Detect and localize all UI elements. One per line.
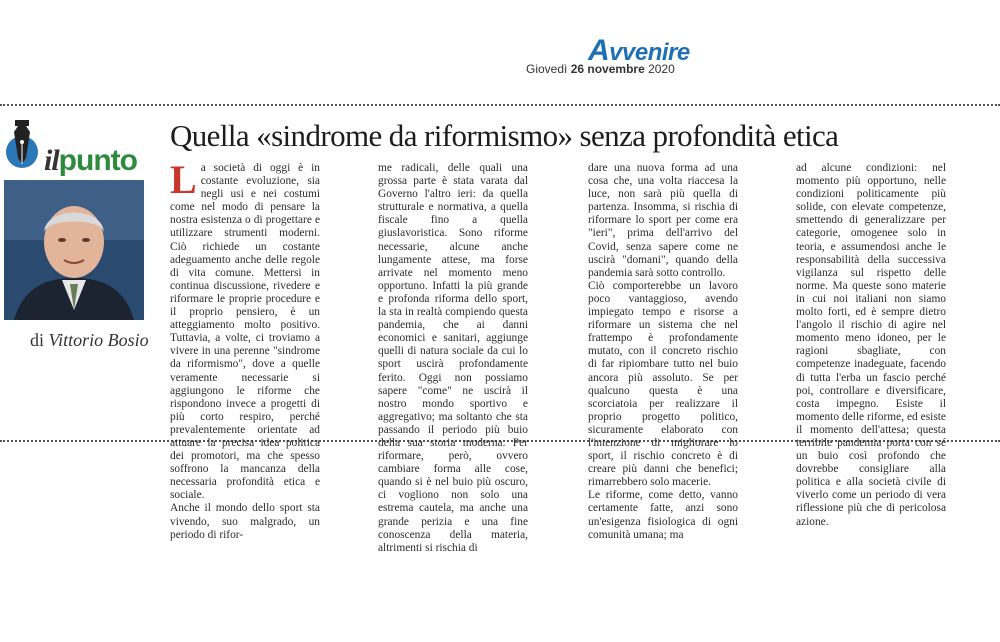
date-suffix: 2020 (644, 62, 675, 76)
date-prefix: Giovedì (526, 62, 571, 76)
article-column-2 (378, 162, 528, 555)
masthead (526, 34, 710, 79)
byline (30, 330, 149, 351)
byline-author: Vittorio Bosio (48, 330, 149, 350)
article-body (170, 157, 985, 554)
section-label-punto: punto (58, 144, 137, 177)
article-column-3 (588, 162, 738, 542)
section-sidebar (4, 118, 154, 358)
column-3-text: dare una nuova forma ad una cosa che, una volta riaccesa la luce, non sarà più quella di partenza. Insomma, si rischia di riformare lo sport per come era "ieri", prima dell'arrivo del Covid, senza sapere come ne uscirà "domani", quando della pandemia sarà sotto controllo. Ciò comporterebbe un lavoro poco vantaggioso, avendo impiegato tempo e risorse a riformare un sistema che nel frattempo è profondamente mutato, con il concreto rischio di far ripiombare tutto nel buio ancora più assoluto. Se per qualcuno questa è una scorciatoia per realizzare il proprio progetto politico, sicuramente elaborato con l'intenzione di migliorare lo sport, il rischio concreto è di creare più danni che benefici; rimarrebbero solo macerie. Le riforme, come detto, vanno certamente fatte, anzi sono un'esigenza fisiologica di ogni comunità umana; ma (588, 162, 738, 541)
column-2-text: me radicali, delle quali una grossa parte è stata varata dal Governo l'altro ieri: da quella strutturale e normativa, a quella fiscale fino a quella giuslavoristica. Sono riforme necessarie, alcune anche lungamente attese, ma forse arrivate nel momento meno opportuno. Infatti la più grande e profonda riforma dello sport, la sta in realtà compiendo questa pandemia, che ai danni economici e sanitari, aggiunge quelli di natura sociale da cui lo sport uscirà profondamente ferito. Oggi non possiamo sapere "come" ne uscirà il nostro mondo sportivo e aggregativo; ma soltanto che sta passando il periodo più buio della sua storia moderna. Per riformare, però, ovvero cambiare forma alle cose, quando si è nel buio più oscuro, ci vogliono non solo una estrema cautela, ma anche una grande perizia e una fine conoscenza della materia, altrimenti si rischia di (378, 162, 528, 554)
date-bold: 26 novembre (570, 62, 645, 76)
column-1-text: a società di oggi è in costante evoluzione, sia negli usi e nei costumi come nel modo di pensare la nostra esistenza o di progettare e utilizzare strumenti moderni. Ciò richiede un costante adeguamento anche delle regole di vita comune. Mettersi in continua discussione, rivedere e riformare le proprie procedure e il proprio pensiero, è un atteggiamento molto positivo. Tuttavia, a volte, ci troviamo a vivere in una perenne "sindrome da riformismo", dove a quelle veramente necessarie si aggiungono le riforme che rispondono invece a progetti di più corto respiro, perché prevalentemente orientate ad attuare la precisa idea politica dei promotori, ma che spesso soffrono la mancanza della necessaria profondità etica e sociale. Anche il mondo dello sport sta vivendo, suo malgrado, un periodo di rifor- (170, 162, 320, 541)
section-label-il: il (44, 144, 59, 177)
logo-initial: A (588, 34, 610, 67)
drop-cap: L (170, 157, 197, 202)
top-divider (0, 104, 1000, 106)
fountain-pen-icon (4, 118, 44, 170)
column-4-text: ad alcune condizioni: nel momento più opportuno, nelle condizioni politicamente più solide, con elevate competenze, smettendo di generalizzare per categorie, omogenee solo in teoria, e assumendosi anche le responsabilità della successiva vigilanza sul rispetto delle norme. Ma queste sono materie in cui noi italiani non siamo molto forti, ed è sempre dietro l'angolo il rischio di agire nel momento meno idoneo, per le ragioni sbagliate, con competenze inadeguate, facendo di tutta l'erba un fascio perché poi, controllare e diversificare, costa impegno. Esiste il momento delle riforme, ed esiste il momento dell'attesa; questa terribile pandemia porta con sé un buio così profondo che dovrebbe consigliare alla politica e alla società civile di viverlo come un periodo di vera riflessione più che di pericolosa azione. (796, 162, 946, 528)
logo-text: vvenire (609, 39, 690, 66)
author-portrait-image (4, 180, 144, 320)
dateline (526, 62, 675, 76)
article-column-4 (796, 162, 946, 529)
article-headline: Quella «sindrome da riformismo» senza profondità etica (170, 118, 839, 153)
author-photo (4, 180, 144, 320)
article-column-1 (170, 157, 320, 542)
section-label (44, 144, 137, 178)
byline-prefix: di (30, 330, 49, 350)
